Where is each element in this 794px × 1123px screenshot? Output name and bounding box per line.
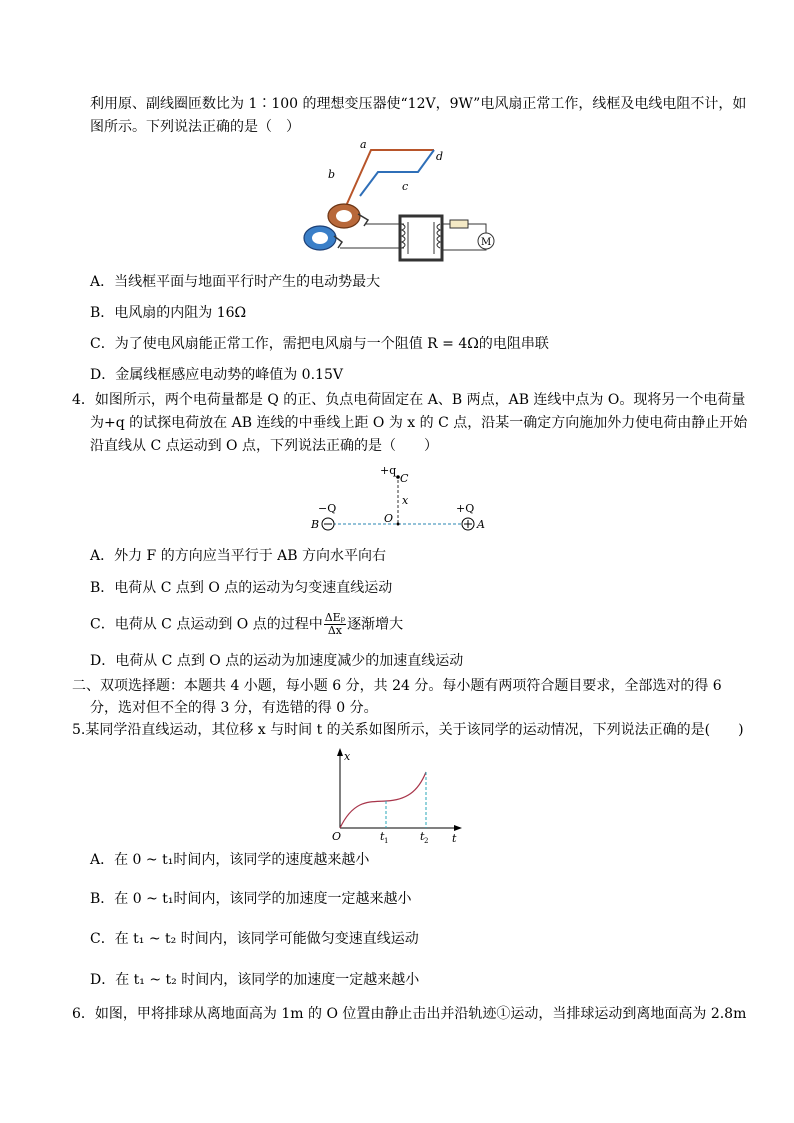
fig-label-origin: O [332, 830, 342, 843]
q4-stem-line2: 为+q 的试探电荷放在 AB 连线的中垂线上距 O 为 x 的 C 点，沿某一确定方向施加外力使电荷由静止开始 [90, 415, 748, 431]
fraction-numerator: ΔEₚ [324, 611, 346, 624]
q5-option-d: D．在 t₁ ~ t₂ 时间内，该同学的加速度一定越来越小 [90, 972, 420, 988]
q4-option-c-prefix: C．电荷从 C 点运动到 O 点的过程中 [90, 616, 323, 633]
fig-label-x: x [402, 494, 409, 507]
delta-ep-over-delta-x [324, 612, 346, 637]
fig-label-plus-Q: +Q [456, 502, 475, 515]
q4-option-c [90, 612, 403, 637]
q4-stem-line3: 沿直线从 C 点运动到 O 点，下列说法正确的是（ ） [90, 438, 438, 454]
fig-label-b: b [328, 168, 336, 181]
q4-option-a: A．外力 F 的方向应当平行于 AB 方向水平向右 [90, 548, 387, 564]
section2-header-line1: 二、双项选择题：本题共 4 小题，每小题 6 分，共 24 分。每小题有两项符合题目要求，全部选对的得 6 [72, 678, 722, 694]
q5-stem: 5.某同学沿直线运动，其位移 x 与时间 t 的关系如图所示，关于该同学的运动情况，下列说法正确的是( ) [72, 722, 744, 738]
q5-option-b: B．在 0 ~ t₁时间内，该同学的加速度一定越来越小 [90, 891, 412, 907]
fig-label-t2-sub: 2 [424, 837, 429, 845]
q6-stem: 6．如图，甲将排球从离地面高为 1m 的 O 位置由静止击出并沿轨迹①运动，当排球运动到离地面高为 2.8m [72, 1006, 747, 1022]
fig-label-minus-Q: −Q [318, 502, 337, 515]
q5-option-c: C．在 t₁ ~ t₂ 时间内，该同学可能做匀变速直线运动 [90, 931, 419, 947]
fig-label-t1-sub: 1 [384, 837, 389, 845]
q3-stem-line2: 图所示。下列说法正确的是（ ） [90, 119, 300, 135]
q4-option-c-suffix: 逐渐增大 [347, 616, 404, 633]
q3-option-a: A．当线框平面与地面平行时产生的电动势最大 [90, 274, 381, 290]
fig-label-d: d [436, 150, 444, 163]
fig-label-t1: t [380, 830, 385, 843]
fig-label-motor: M [481, 237, 492, 248]
fig-label-c: c [402, 180, 409, 193]
fig-label-O: O [384, 512, 394, 525]
q4-option-d: D．电荷从 C 点到 O 点的运动为加速度减少的加速直线运动 [90, 653, 464, 669]
fig-label-plus-q: +q [380, 464, 397, 477]
fig-label-a: a [360, 138, 367, 151]
fig-label-t-axis: t [452, 832, 457, 845]
q3-option-d: D．金属线框感应电动势的峰值为 0.15V [90, 367, 343, 383]
generator-transformer-figure [296, 138, 496, 262]
q3-option-c: C．为了使电风扇能正常工作，需把电风扇与一个阻值 R = 4Ω的电阻串联 [90, 336, 549, 352]
fig-label-A: A [477, 518, 485, 531]
q3-option-b: B．电风扇的内阻为 16Ω [90, 305, 247, 321]
q5-option-a: A．在 0 ~ t₁时间内，该同学的速度越来越小 [90, 852, 370, 868]
q3-stem-line1: 利用原、副线圈匝数比为 1∶100 的理想变压器使“12V，9W”电风扇正常工作，线框及电线电阻不计，如 [90, 96, 747, 112]
q4-stem-line1: 4．如图所示，两个电荷量都是 Q 的正、负点电荷固定在 A、B 两点，AB 连线中点为 O。现将另一个电荷量 [72, 392, 746, 408]
fig-label-x-axis: x [344, 750, 351, 763]
charges-figure [306, 462, 492, 534]
fig-label-C: C [400, 472, 409, 485]
fig-label-B: B [311, 518, 320, 531]
q4-option-b: B．电荷从 C 点到 O 点的运动为匀变速直线运动 [90, 580, 393, 596]
fraction-denominator: Δx [327, 624, 342, 637]
section2-header-line2: 分，选对但不全的得 3 分，有选错的得 0 分。 [90, 700, 378, 716]
x-t-graph [326, 744, 466, 848]
fig-label-t2: t [420, 830, 425, 843]
